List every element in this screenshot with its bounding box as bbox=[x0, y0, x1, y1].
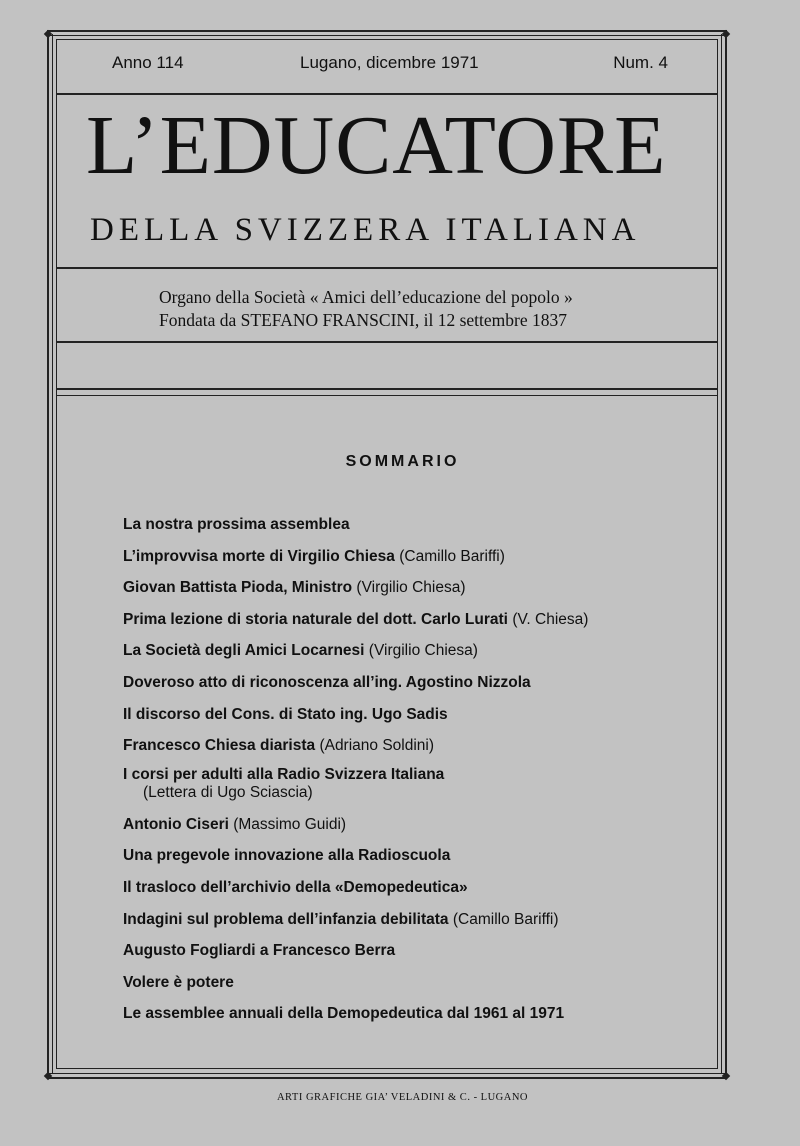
toc-item bbox=[123, 545, 703, 577]
frame-right-rule bbox=[725, 30, 727, 1079]
toc-author: (Massimo Guidi) bbox=[233, 815, 347, 833]
masthead-subtitle: DELLA SVIZZERA ITALIANA bbox=[90, 212, 641, 248]
toc-title: Antonio Ciseri bbox=[123, 815, 229, 833]
toc-title: Una pregevole innovazione alla Radioscuola bbox=[123, 847, 451, 865]
toc-title: Prima lezione di storia naturale del dott. Carlo Lurati bbox=[123, 610, 508, 628]
organ-line: Organo della Società « Amici dell’educazione del popolo » bbox=[159, 287, 573, 307]
frame-bottom-rule-inner bbox=[47, 1073, 727, 1074]
toc-item bbox=[123, 513, 703, 545]
table-of-contents bbox=[123, 513, 703, 1034]
frame-right-rule-inner bbox=[721, 34, 722, 1074]
founder-line: Fondata da STEFANO FRANSCINI, il 12 settembre 1837 bbox=[159, 310, 567, 330]
toc-title: Indagini sul problema dell’infanzia debilitata bbox=[123, 910, 449, 928]
toc-item bbox=[123, 671, 703, 703]
toc-item bbox=[123, 1002, 703, 1034]
toc-item bbox=[123, 576, 703, 608]
toc-title: Augusto Fogliardi a Francesco Berra bbox=[123, 942, 396, 960]
issue-year: Anno 114 bbox=[112, 53, 184, 72]
frame-left-rule-inner bbox=[52, 34, 53, 1074]
toc-item bbox=[123, 876, 703, 908]
toc-item bbox=[123, 908, 703, 940]
organ-divider bbox=[57, 341, 717, 343]
toc-author: (Adriano Soldini) bbox=[319, 737, 435, 755]
toc-title: Giovan Battista Pioda, Ministro bbox=[123, 579, 353, 597]
toc-title: Le assemblee annuali della Demopedeutica dal 1961 al 1971 bbox=[123, 1005, 565, 1023]
section-divider-top bbox=[57, 388, 717, 390]
toc-item bbox=[123, 639, 703, 671]
toc-author: (Camillo Bariffi) bbox=[452, 910, 559, 928]
printer-credit: ARTI GRAFICHE GIA’ VELADINI & C. - LUGANO bbox=[276, 1092, 529, 1103]
masthead-divider bbox=[57, 267, 717, 269]
toc-title: Il trasloco dell’archivio della «Demopedeutica» bbox=[123, 878, 468, 896]
toc-title: La nostra prossima assemblea bbox=[123, 516, 350, 533]
frame-top-rule bbox=[47, 30, 727, 32]
toc-author: (Lettera di Ugo Sciascia) bbox=[143, 783, 313, 801]
section-divider-bottom bbox=[57, 395, 717, 396]
toc-author: (V. Chiesa) bbox=[512, 610, 589, 628]
frame-bottom-rule bbox=[56, 1068, 718, 1069]
masthead-title: L’EDUCATORE bbox=[86, 99, 667, 192]
toc-item bbox=[123, 703, 703, 735]
toc-item bbox=[123, 844, 703, 876]
toc-title: Francesco Chiesa diarista bbox=[123, 737, 316, 755]
toc-item bbox=[123, 939, 703, 971]
toc-item bbox=[123, 734, 703, 766]
toc-item bbox=[123, 766, 703, 813]
issue-header bbox=[112, 53, 668, 79]
toc-item bbox=[123, 608, 703, 640]
issue-date: Lugano, dicembre 1971 bbox=[300, 53, 479, 72]
frame-bottom-rule-outer bbox=[47, 1077, 727, 1079]
toc-item bbox=[123, 813, 703, 845]
toc-title: L’improvvisa morte di Virgilio Chiesa bbox=[123, 547, 395, 565]
toc-author: (Virgilio Chiesa) bbox=[368, 642, 478, 660]
toc-item bbox=[123, 971, 703, 1003]
frame-left-rule bbox=[47, 30, 49, 1079]
header-divider bbox=[57, 93, 717, 95]
issue-number: Num. 4 bbox=[613, 53, 668, 72]
toc-author: (Virgilio Chiesa) bbox=[356, 579, 466, 597]
frame-top-rule-inner2 bbox=[56, 39, 718, 40]
organ-description bbox=[159, 286, 573, 332]
summary-heading: SOMMARIO bbox=[345, 453, 460, 470]
frame-top-rule-inner bbox=[47, 35, 727, 36]
toc-title: La Società degli Amici Locarnesi bbox=[123, 642, 365, 660]
toc-title: I corsi per adulti alla Radio Svizzera Italiana bbox=[123, 765, 445, 783]
toc-title: Doveroso atto di riconoscenza all’ing. Agostino Nizzola bbox=[123, 673, 531, 691]
toc-author: (Camillo Bariffi) bbox=[399, 547, 505, 565]
frame-right-rule-inner2 bbox=[717, 39, 718, 1069]
toc-title: Il discorso del Cons. di Stato ing. Ugo Sadis bbox=[123, 705, 448, 723]
frame-left-rule-inner2 bbox=[56, 39, 57, 1069]
toc-title: Volere è potere bbox=[123, 973, 234, 991]
